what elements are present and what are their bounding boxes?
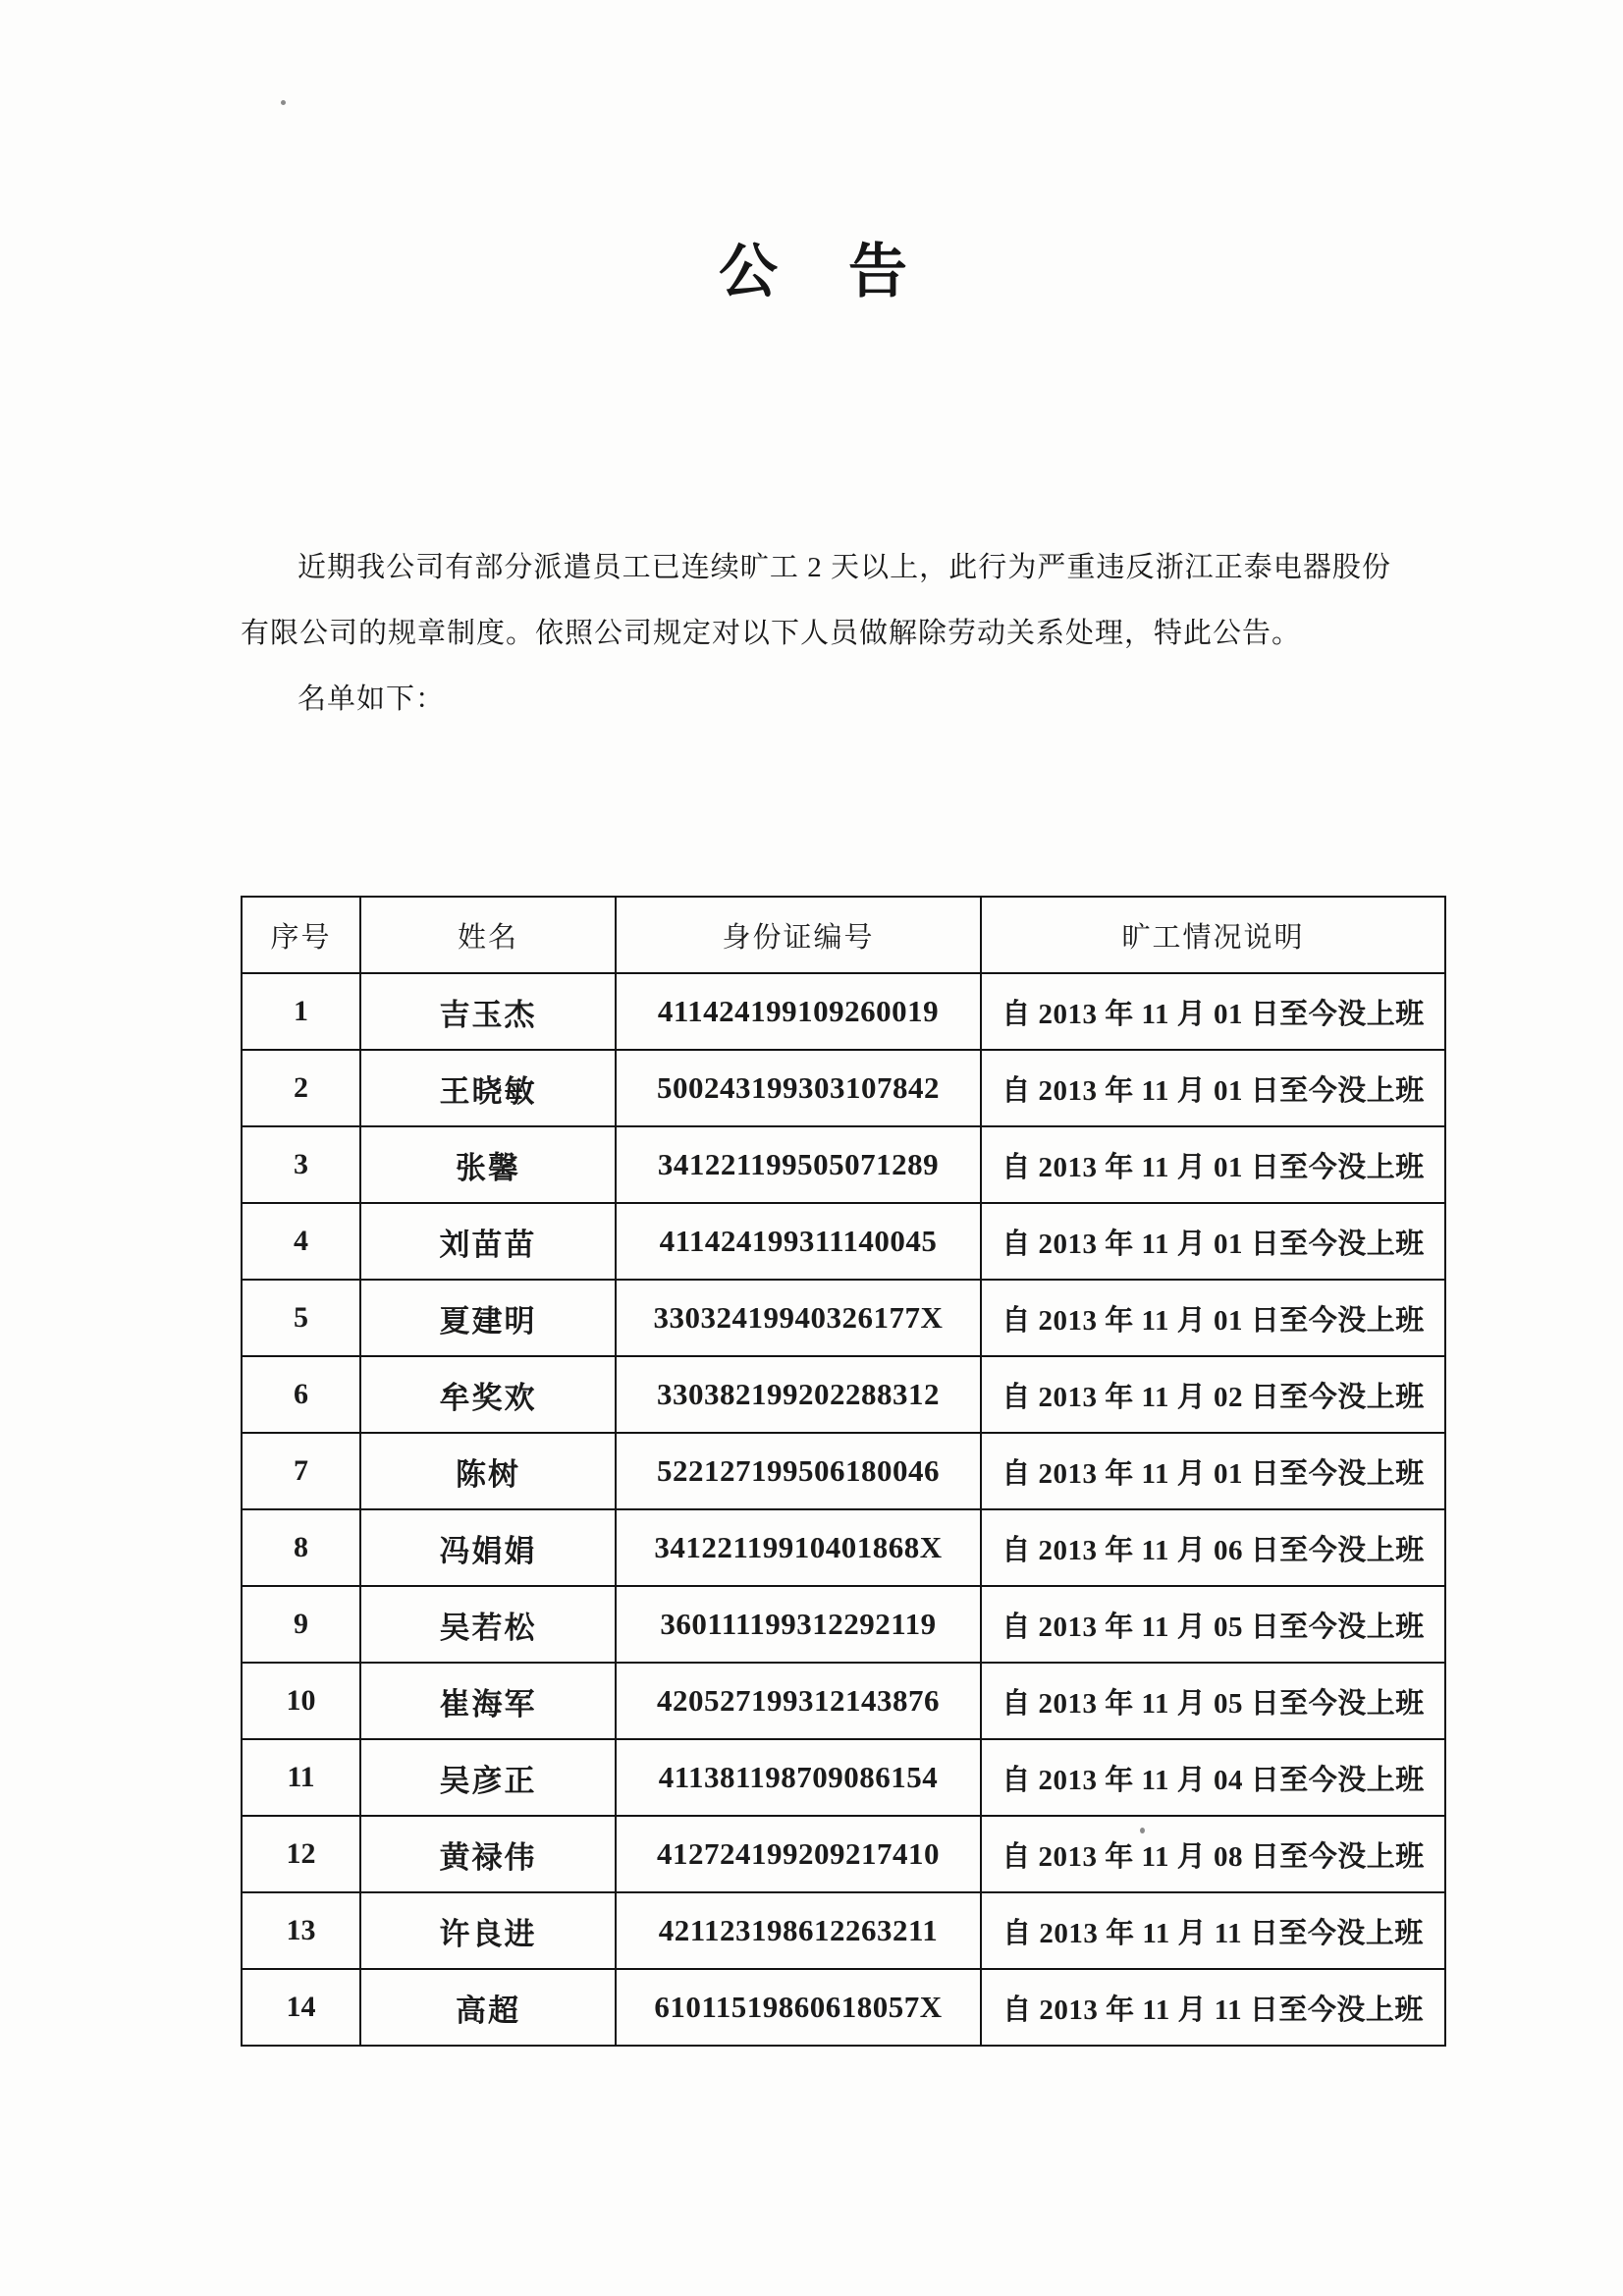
header-name: 姓名 (360, 897, 616, 973)
row-index: 6 (242, 1356, 360, 1433)
employee-name: 吴若松 (360, 1586, 616, 1663)
table-row (242, 1892, 1445, 1969)
id-number: 360111199312292119 (616, 1586, 981, 1663)
row-index: 13 (242, 1892, 360, 1969)
row-index: 5 (242, 1280, 360, 1356)
id-number: 330382199202288312 (616, 1356, 981, 1433)
row-index: 8 (242, 1509, 360, 1586)
employee-name: 陈树 (360, 1433, 616, 1509)
row-index: 9 (242, 1586, 360, 1663)
list-intro-line: 名单如下： (298, 683, 446, 715)
absence-description: 自 2013 年 11 月 05 日至今没上班 (981, 1586, 1445, 1663)
employee-name: 夏建明 (360, 1280, 616, 1356)
header-index: 序号 (242, 897, 360, 973)
employee-name: 吴彦正 (360, 1739, 616, 1816)
absence-description: 自 2013 年 11 月 01 日至今没上班 (981, 973, 1445, 1050)
employee-name: 崔海军 (360, 1663, 616, 1739)
employee-name: 高超 (360, 1969, 616, 2046)
table-row (242, 1969, 1445, 2046)
table-row (242, 1739, 1445, 1816)
table-row (242, 1433, 1445, 1509)
row-index: 4 (242, 1203, 360, 1280)
row-index: 14 (242, 1969, 360, 2046)
absence-description: 自 2013 年 11 月 01 日至今没上班 (981, 1126, 1445, 1203)
document-content (241, 0, 1425, 2047)
row-index: 3 (242, 1126, 360, 1203)
table-row (242, 1126, 1445, 1203)
table-row (242, 1663, 1445, 1739)
id-number: 34122119910401868X (616, 1509, 981, 1586)
employee-name: 王晓敏 (360, 1050, 616, 1126)
employee-name: 吉玉杰 (360, 973, 616, 1050)
table-row (242, 1816, 1445, 1892)
table-row (242, 1050, 1445, 1126)
id-number: 33032419940326177X (616, 1280, 981, 1356)
header-id-number: 身份证编号 (616, 897, 981, 973)
table-row (242, 1586, 1445, 1663)
id-number: 412724199209217410 (616, 1816, 981, 1892)
id-number: 420527199312143876 (616, 1663, 981, 1739)
document-title: 公 告 (719, 240, 913, 304)
absence-description: 自 2013 年 11 月 01 日至今没上班 (981, 1433, 1445, 1509)
announcement-table-body (242, 973, 1445, 2046)
employee-name: 冯娟娟 (360, 1509, 616, 1586)
absence-description: 自 2013 年 11 月 01 日至今没上班 (981, 1203, 1445, 1280)
table-row (242, 973, 1445, 1050)
table-header-row (242, 897, 1445, 973)
employee-name: 张馨 (360, 1126, 616, 1203)
dismissed-employees-table (241, 896, 1446, 2047)
row-index: 10 (242, 1663, 360, 1739)
header-absence-description: 旷工情况说明 (981, 897, 1445, 973)
table-row (242, 1356, 1445, 1433)
id-number: 61011519860618057X (616, 1969, 981, 2046)
row-index: 11 (242, 1739, 360, 1816)
table-row (242, 1203, 1445, 1280)
table-row (242, 1280, 1445, 1356)
absence-description: 自 2013 年 11 月 11 日至今没上班 (981, 1969, 1445, 2046)
id-number: 411424199311140045 (616, 1203, 981, 1280)
announcement-body-paragraph: 近期我公司有部分派遣员工已连续旷工 2 天以上，此行为严重违反浙江正泰电器股份有限公司的规章制度。依照公司规定对以下人员做解除劳动关系处理，特此公告。 (241, 552, 1391, 649)
row-index: 7 (242, 1433, 360, 1509)
absence-description: 自 2013 年 11 月 04 日至今没上班 (981, 1739, 1445, 1816)
employee-name: 牟奖欢 (360, 1356, 616, 1433)
id-number: 411381198709086154 (616, 1739, 981, 1816)
employee-name: 许良进 (360, 1892, 616, 1969)
absence-description: 自 2013 年 11 月 08 日至今没上班 (981, 1816, 1445, 1892)
row-index: 12 (242, 1816, 360, 1892)
employee-name: 黄禄伟 (360, 1816, 616, 1892)
row-index: 2 (242, 1050, 360, 1126)
id-number: 341221199505071289 (616, 1126, 981, 1203)
absence-description: 自 2013 年 11 月 01 日至今没上班 (981, 1280, 1445, 1356)
absence-description: 自 2013 年 11 月 06 日至今没上班 (981, 1509, 1445, 1586)
id-number: 421123198612263211 (616, 1892, 981, 1969)
absence-description: 自 2013 年 11 月 02 日至今没上班 (981, 1356, 1445, 1433)
row-index: 1 (242, 973, 360, 1050)
id-number: 500243199303107842 (616, 1050, 981, 1126)
table-row (242, 1509, 1445, 1586)
absence-description: 自 2013 年 11 月 01 日至今没上班 (981, 1050, 1445, 1126)
employee-name: 刘苗苗 (360, 1203, 616, 1280)
id-number: 522127199506180046 (616, 1433, 981, 1509)
absence-description: 自 2013 年 11 月 11 日至今没上班 (981, 1892, 1445, 1969)
absence-description: 自 2013 年 11 月 05 日至今没上班 (981, 1663, 1445, 1739)
id-number: 411424199109260019 (616, 973, 981, 1050)
